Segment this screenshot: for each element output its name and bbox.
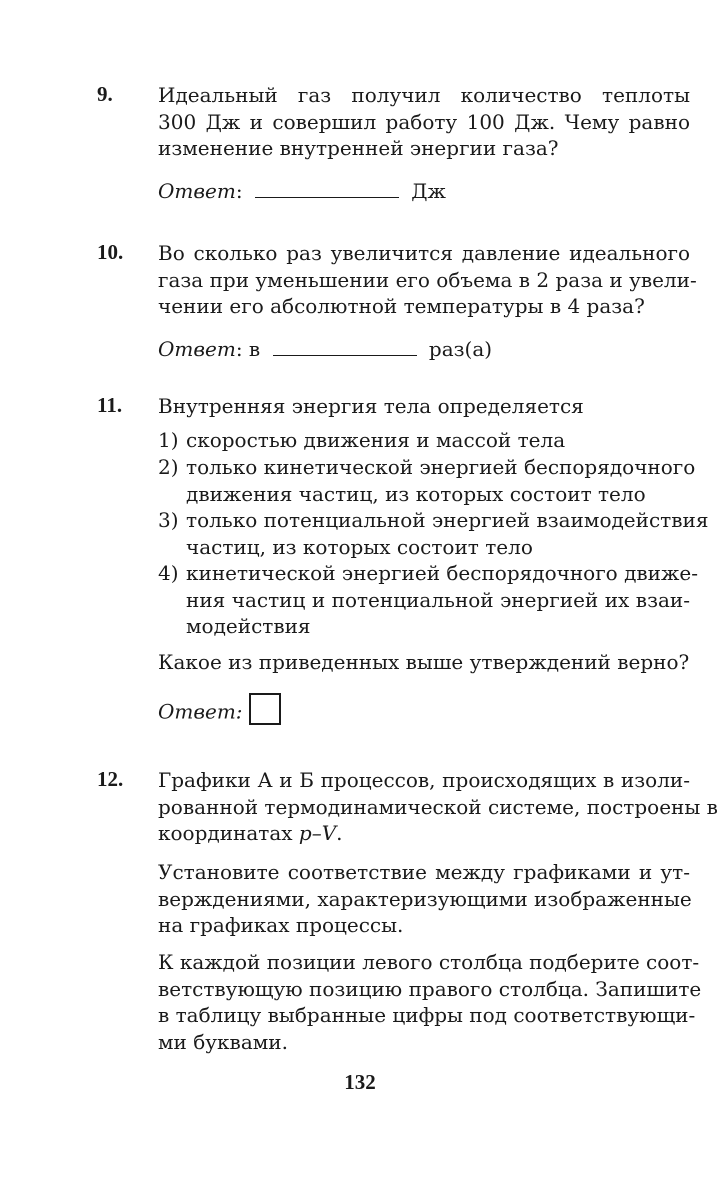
- question-text: [158, 240, 697, 320]
- question-number: 11.: [97, 393, 123, 417]
- option-number: 3): [158, 508, 179, 532]
- text-line: верждениями, характеризующими изображенные: [158, 886, 692, 911]
- option-number: 1): [158, 428, 179, 452]
- question-number: 12.: [97, 767, 124, 791]
- answer-unit: раз(а): [428, 337, 493, 361]
- paragraph-2: [158, 859, 690, 939]
- question-text: [158, 82, 690, 162]
- option-text: скоростью движения и массой тела: [186, 428, 566, 452]
- answer-label: Ответ: [158, 337, 236, 361]
- text-line: изменение внутренней энергии газа?: [158, 136, 559, 160]
- text-line: [158, 820, 690, 847]
- option-text: ния частиц и потенциальной энергией их взаи-: [186, 587, 690, 612]
- text-line: Внутренняя энергия тела определяется: [158, 394, 584, 418]
- text-line: ми буквами.: [158, 1029, 288, 1054]
- answer-label: Ответ: [158, 179, 236, 203]
- text-line: в таблицу выбранные цифры под соответствующи-: [158, 1003, 696, 1027]
- option-text: частиц, из которых состоит тело: [186, 534, 533, 559]
- answer-colon: : в: [235, 337, 261, 361]
- text-line: Какое из приведенных выше утверждений верно?: [158, 650, 690, 674]
- option-text: кинетической энергией беспорядочного движе-: [186, 561, 698, 585]
- option-text: только потенциальной энергией взаимодействия: [186, 508, 709, 532]
- text-line: Во сколько раз увеличится давление идеального: [158, 241, 690, 265]
- answer-label: Ответ:: [158, 699, 243, 724]
- answer-colon: :: [235, 179, 243, 203]
- text-line: газа при уменьшении его объема в 2 раза и увели-: [158, 267, 697, 292]
- page-number: 132: [344, 1070, 376, 1094]
- option-number: 2): [158, 455, 179, 479]
- answer-row: [158, 336, 492, 362]
- text-line: рованной термодинамической системе, построены в: [158, 794, 718, 819]
- answer-box[interactable]: [249, 693, 281, 725]
- paragraph-1: [158, 767, 718, 847]
- paragraph-3: [158, 949, 702, 1055]
- question-number: 9.: [97, 82, 113, 106]
- text-line: 300 Дж и совершил работу 100 Дж. Чему равно: [158, 109, 690, 134]
- option-text: модействия: [186, 614, 311, 638]
- answer-unit: Дж: [411, 179, 446, 203]
- math-coordinates: p–V: [298, 821, 337, 845]
- answer-row: [158, 178, 446, 204]
- question-stem: [158, 393, 690, 420]
- question-prompt: [158, 649, 690, 676]
- option-text: только кинетической энергией беспорядочного: [186, 455, 696, 479]
- text-line: Идеальный газ получил количество теплоты: [158, 83, 690, 107]
- text-line: К каждой позиции левого столбца подберите соот-: [158, 950, 700, 974]
- text-line: Установите соответствие между графиками и ут-: [158, 860, 690, 884]
- answer-blank[interactable]: [273, 337, 417, 356]
- text-line: ветствующую позицию правого столбца. Запишите: [158, 976, 702, 1001]
- answer-blank[interactable]: [255, 179, 399, 198]
- option-text: движения частиц, из которых состоит тело: [186, 481, 646, 506]
- text-line: чении его абсолютной температуры в 4 раза?: [158, 294, 645, 318]
- option-number: 4): [158, 561, 179, 585]
- text-segment: .: [336, 821, 343, 845]
- question-number: 10.: [97, 240, 124, 264]
- text-segment: координатах: [158, 821, 299, 845]
- text-line: Графики А и Б процессов, происходящих в изоли-: [158, 768, 690, 792]
- text-line: на графиках процессы.: [158, 913, 404, 937]
- answer-row: [158, 697, 281, 729]
